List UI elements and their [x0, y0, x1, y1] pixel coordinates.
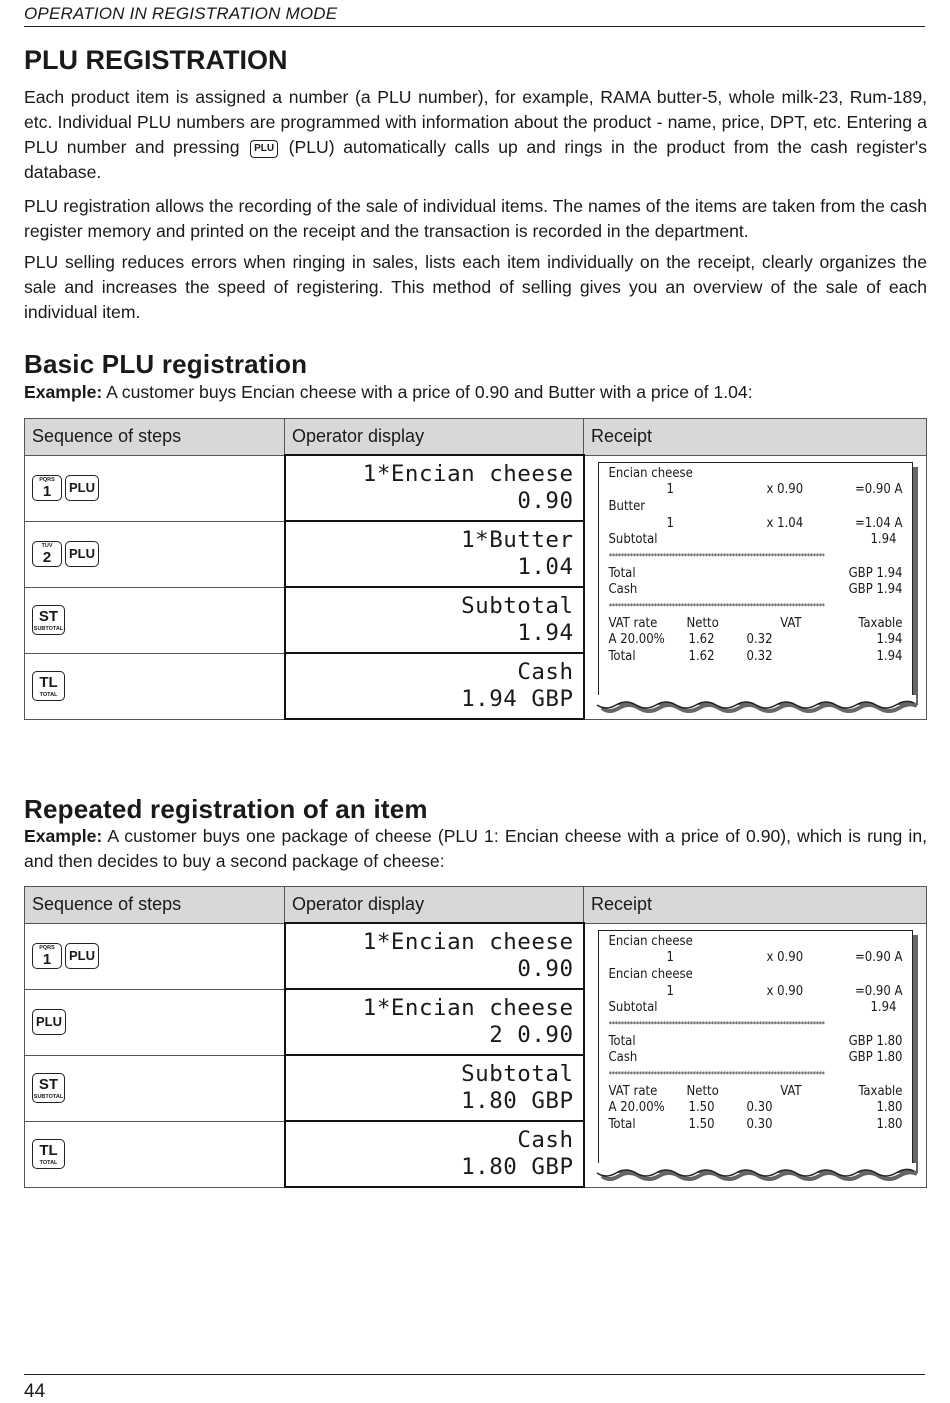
display-line-2: 2 0.90	[489, 1022, 574, 1048]
running-header: OPERATION IN REGISTRATION MODE	[24, 4, 925, 27]
receipt-unit-price: x 0.90	[766, 482, 804, 498]
step-keys	[25, 455, 285, 521]
display-line-1: 1*Encian cheese	[362, 461, 574, 487]
example-text: A customer buys Encian cheese with a price of 0.90 and Butter with a price of 1.04:	[102, 382, 753, 402]
display-line-2: 1.94	[517, 620, 574, 646]
receipt-cell	[584, 455, 927, 719]
receipt-total-label: Total	[608, 565, 636, 581]
receipt-unit-price: x 1.04	[766, 515, 804, 531]
vat-cell: 0.32	[746, 649, 773, 665]
page-number: 44	[24, 1381, 46, 1402]
operator-display	[285, 587, 584, 653]
example-repeated	[24, 824, 927, 874]
receipt-divider: ************************************************************************	[608, 1070, 825, 1079]
plu-key-icon: PLU	[65, 943, 99, 969]
vat-cell: 0.30	[746, 1100, 773, 1116]
total-key-icon: TL TOTAL	[32, 1139, 65, 1169]
operator-display	[285, 653, 584, 719]
intro-paragraph-3: PLU selling reduces errors when ringing in sales, lists each item individually on the receipt, clearly organizes the sale and increases the speed of registering. This method of selling gives you an overview of the sale of each individual item.	[24, 252, 927, 322]
receipt-amount: =0.90 A	[854, 482, 903, 498]
step-keys	[25, 1121, 285, 1187]
vat-cell: A 20.00%	[608, 632, 665, 648]
display-line-2: 0.90	[517, 488, 574, 514]
vat-header: Taxable	[858, 1083, 903, 1099]
key-1-icon: PQRS 1	[32, 943, 62, 969]
vat-cell: 1.62	[688, 632, 715, 648]
receipt-tear-edge	[596, 1163, 921, 1181]
receipt-amount: =0.90 A	[854, 983, 903, 999]
section-heading-basic: Basic PLU registration	[24, 349, 308, 379]
receipt-divider: ************************************************************************	[608, 602, 825, 611]
receipt-amount: =0.90 A	[854, 950, 903, 966]
display-line-1: Subtotal	[461, 1061, 574, 1087]
vat-header: VAT	[780, 1083, 802, 1099]
receipt-qty: 1	[666, 515, 674, 531]
intro-p1-text-a: Each product item is assigned a number (a PLU number), for example, RAMA butter-5, whole milk-23, Rum-189, etc. Individual PLU numbers are programmed with information about the product - name, price, DPT, etc. Entering a PLU number and pressing	[24, 87, 927, 157]
example-label: Example:	[24, 382, 103, 402]
vat-cell: 0.32	[746, 632, 773, 648]
vat-cell: A 20.00%	[608, 1100, 665, 1116]
operator-display	[285, 455, 584, 521]
column-header-receipt: Receipt	[584, 419, 927, 456]
vat-cell: 1.94	[876, 649, 903, 665]
plu-key-icon: PLU	[32, 1009, 66, 1035]
vat-cell: 1.62	[688, 649, 715, 665]
column-header-display: Operator display	[285, 887, 584, 924]
vat-header: VAT rate	[608, 1083, 658, 1099]
vat-cell: 1.80	[876, 1100, 903, 1116]
receipt-total-label: Total	[608, 1033, 636, 1049]
vat-header: VAT rate	[608, 615, 658, 631]
plu-key-icon: PLU	[65, 475, 99, 501]
page-footer	[24, 1374, 925, 1403]
intro-p1-text-b: (PLU) automatically calls up and rings in the product from the cash register's database.	[24, 137, 928, 182]
receipt-cash-value: GBP 1.94	[848, 582, 903, 598]
display-line-2: 0.90	[517, 956, 574, 982]
plu-key-icon: PLU	[250, 140, 278, 158]
receipt-qty: 1	[666, 482, 674, 498]
page-title: PLU REGISTRATION	[24, 45, 288, 75]
receipt-tear-edge	[596, 695, 921, 713]
receipt-item-name: Encian cheese	[608, 933, 693, 949]
operator-display	[285, 521, 584, 587]
receipt-cash-value: GBP 1.80	[848, 1050, 903, 1066]
receipt-divider: ************************************************************************	[608, 551, 825, 561]
receipt-subtotal-label: Subtotal	[608, 532, 658, 548]
example-text: A customer buys one package of cheese (PLU 1: Encian cheese with a price of 0.90), which is rung in, and then decides to buy a second package of cheese:	[24, 826, 927, 871]
step-keys	[25, 923, 285, 989]
table-row	[25, 923, 927, 989]
display-line-1: Cash	[517, 659, 574, 685]
receipt-amount: =1.04 A	[854, 515, 903, 531]
receipt-unit-price: x 0.90	[766, 950, 804, 966]
operator-display	[285, 1055, 584, 1121]
vat-cell: 1.50	[688, 1117, 715, 1133]
key-2-icon: TUV 2	[32, 541, 62, 567]
example-basic	[24, 380, 927, 405]
step-keys	[25, 989, 285, 1055]
display-line-2: 1.94 GBP	[461, 686, 574, 712]
vat-header: VAT	[780, 615, 802, 631]
vat-header: Taxable	[858, 615, 903, 631]
steps-table-basic	[24, 418, 927, 720]
receipt-total-value: GBP 1.94	[848, 565, 903, 581]
receipt-item-name: Encian cheese	[608, 966, 693, 982]
display-line-2: 1.80 GBP	[461, 1154, 574, 1180]
receipt-item-name: Encian cheese	[608, 465, 693, 481]
receipt-cell	[584, 923, 927, 1187]
operator-display	[285, 1121, 584, 1187]
vat-cell: 0.30	[746, 1117, 773, 1133]
receipt-total-value: GBP 1.80	[848, 1033, 903, 1049]
receipt-cash-label: Cash	[608, 1050, 638, 1066]
receipt-unit-price: x 0.90	[766, 983, 804, 999]
column-header-display: Operator display	[285, 419, 584, 456]
column-header-receipt: Receipt	[584, 887, 927, 924]
receipt-divider: ************************************************************************	[608, 1019, 825, 1029]
vat-header: Netto	[686, 1083, 719, 1099]
operator-display	[285, 923, 584, 989]
step-keys	[25, 587, 285, 653]
vat-header: Netto	[686, 615, 719, 631]
receipt	[598, 462, 913, 700]
steps-table-repeated	[24, 886, 927, 1188]
display-line-1: Cash	[517, 1127, 574, 1153]
display-line-2: 1.04	[517, 554, 574, 580]
vat-cell: Total	[608, 649, 636, 665]
subtotal-key-icon: ST SUBTOTAL	[32, 605, 65, 635]
receipt-qty: 1	[666, 983, 674, 999]
vat-cell: 1.80	[876, 1117, 903, 1133]
subtotal-key-icon: ST SUBTOTAL	[32, 1073, 65, 1103]
receipt-subtotal-value: 1.94	[870, 1000, 897, 1016]
column-header-sequence: Sequence of steps	[25, 887, 285, 924]
step-keys	[25, 521, 285, 587]
table-row	[25, 455, 927, 521]
example-label: Example:	[24, 826, 103, 846]
display-line-1: 1*Butter	[461, 527, 574, 553]
display-line-1: 1*Encian cheese	[362, 929, 574, 955]
display-line-2: 1.80 GBP	[461, 1088, 574, 1114]
key-1-icon: PQRS 1	[32, 475, 62, 501]
receipt	[598, 930, 913, 1168]
receipt-subtotal-label: Subtotal	[608, 1000, 658, 1016]
operator-display	[285, 989, 584, 1055]
step-keys	[25, 1055, 285, 1121]
receipt-subtotal-value: 1.94	[870, 532, 897, 548]
total-key-icon: TL TOTAL	[32, 671, 65, 701]
receipt-qty: 1	[666, 950, 674, 966]
section-heading-repeated: Repeated registration of an item	[24, 794, 428, 824]
step-keys	[25, 653, 285, 719]
intro-paragraph-1	[24, 85, 927, 185]
plu-key-icon: PLU	[65, 541, 99, 567]
column-header-sequence: Sequence of steps	[25, 419, 285, 456]
vat-cell: Total	[608, 1117, 636, 1133]
receipt-item-name: Butter	[608, 498, 646, 514]
vat-cell: 1.94	[876, 632, 903, 648]
receipt-cash-label: Cash	[608, 582, 638, 598]
display-line-1: Subtotal	[461, 593, 574, 619]
vat-cell: 1.50	[688, 1100, 715, 1116]
intro-paragraph-2: PLU registration allows the recording of the sale of individual items. The names of the items are taken from the cash register memory and printed on the receipt and the transaction is recorded in the department.	[24, 196, 927, 241]
display-line-1: 1*Encian cheese	[362, 995, 574, 1021]
